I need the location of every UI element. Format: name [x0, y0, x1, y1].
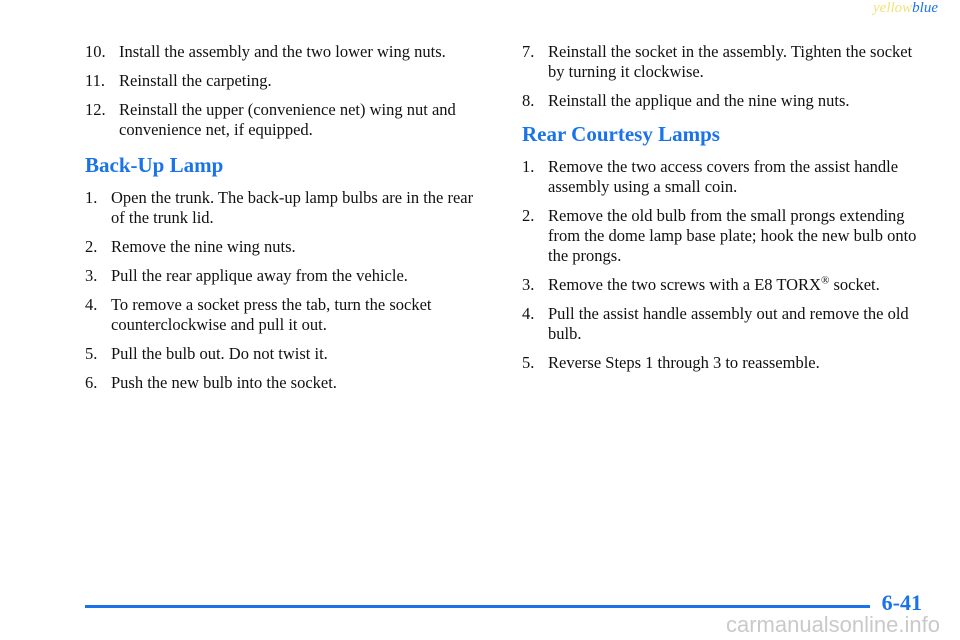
- right-column: [522, 42, 932, 382]
- list-item: 6. Push the new bulb into the socket.: [85, 373, 337, 392]
- list-item: 11. Reinstall the carpeting.: [85, 71, 272, 90]
- brand-mark: [873, 0, 938, 17]
- page-number: 6-41: [881, 590, 922, 615]
- list-item: 10. Install the assembly and the two lower wing nuts.: [85, 42, 446, 61]
- steps-list-continued: [85, 42, 475, 140]
- watermark: carmanualsonline.info: [725, 612, 940, 637]
- list-item: 7. Reinstall the socket in the assembly. Tighten the socket by turning it clockwise.: [522, 42, 913, 81]
- list-item: 1. Open the trunk. The back-up lamp bulbs are in the rear of the trunk lid.: [85, 188, 474, 227]
- list-item: 4. To remove a socket press the tab, turn the socket counterclockwise and pull it out.: [85, 295, 432, 334]
- list-item: 12. Reinstall the upper (convenience net) wing nut and convenience net, if equipped.: [85, 100, 456, 139]
- registered-mark: ®: [820, 274, 830, 287]
- steps-list-back-up-lamp: [85, 188, 475, 393]
- list-item: 5. Pull the bulb out. Do not twist it.: [85, 344, 328, 363]
- list-item: 3. Remove the two screws with a E8 TORX® socket.: [522, 274, 880, 294]
- section-heading-rear-courtesy-lamps: Rear Courtesy Lamps: [522, 122, 720, 146]
- steps-list-continued-right: [522, 42, 932, 111]
- steps-list-rear-courtesy-lamps: [522, 157, 932, 373]
- left-column: [85, 42, 475, 402]
- section-heading-back-up-lamp: Back-Up Lamp: [85, 153, 224, 177]
- brand-yellow: yellow: [873, 0, 913, 16]
- list-item: 4. Pull the assist handle assembly out and remove the old bulb.: [522, 304, 909, 343]
- footer-rule: [85, 605, 870, 608]
- list-item: 3. Pull the rear applique away from the vehicle.: [85, 266, 408, 285]
- list-item: 2. Remove the nine wing nuts.: [85, 237, 296, 256]
- list-item: 2. Remove the old bulb from the small prongs extending from the dome lamp base plate; hook the new bulb onto the prongs.: [522, 206, 917, 265]
- list-item: 8. Reinstall the applique and the nine wing nuts.: [522, 91, 850, 110]
- brand-blue: blue: [912, 0, 938, 16]
- list-item: 5. Reverse Steps 1 through 3 to reassemble.: [522, 353, 820, 372]
- list-item: 1. Remove the two access covers from the assist handle assembly using a small coin.: [522, 157, 899, 196]
